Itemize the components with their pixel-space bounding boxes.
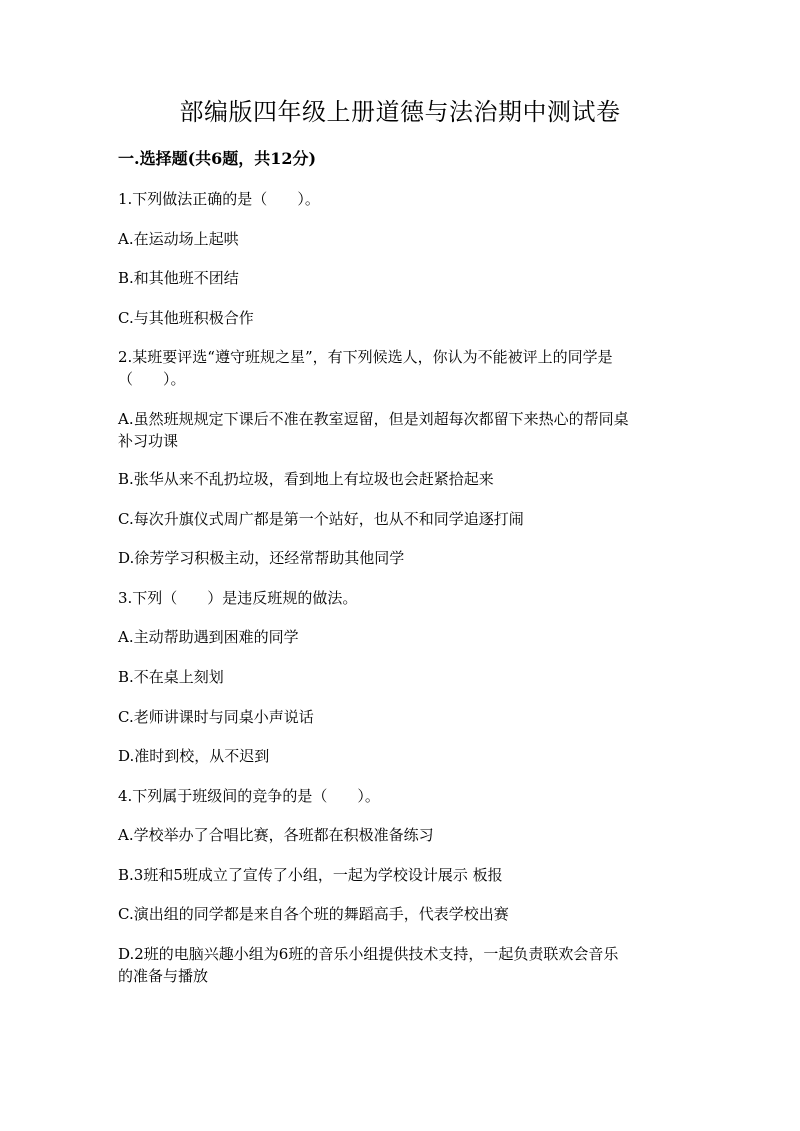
question-3-option-a: A.主动帮助遇到困难的同学 — [118, 628, 299, 646]
question-4-option-a: A.学校举办了合唱比赛，各班都在积极准备练习 — [118, 826, 434, 844]
question-4-stem: 4.下列属于班级间的竞争的是（ ）。 — [118, 787, 380, 805]
page-title: 部编版四年级上册道德与法治期中测试卷 — [179, 98, 621, 126]
question-4-option-d-line-1: D.2班的电脑兴趣小组为6班的音乐小组提供技术支持，一起负责联欢会音乐 — [118, 945, 619, 963]
question-2-option-a-line-1: A.虽然班规规定下课后不准在教室逗留，但是刘超每次都留下来热心的帮同桌 — [118, 410, 629, 428]
section-heading: 一.选择题(共6题，共12分) — [118, 149, 317, 168]
question-4-option-d-line-2: 的准备与播放 — [118, 967, 209, 985]
question-1-stem: 1.下列做法正确的是（ ）。 — [118, 190, 320, 208]
question-1-option-a: A.在运动场上起哄 — [118, 230, 239, 248]
question-3-option-b: B.不在桌上刻划 — [118, 668, 224, 686]
question-2-stem-line-1: 2.某班要评选“遵守班规之星”，有下列候选人，你认为不能被评上的同学是 — [118, 348, 613, 366]
question-3-option-d: D.准时到校，从不迟到 — [118, 747, 270, 765]
question-2-option-a-line-2: 补习功课 — [118, 432, 179, 450]
question-1-option-b: B.和其他班不团结 — [118, 269, 239, 287]
question-4-option-c: C.演出组的同学都是来自各个班的舞蹈高手，代表学校出赛 — [118, 905, 509, 923]
question-2-stem-line-2: （ ）。 — [118, 370, 186, 388]
question-1-option-c: C.与其他班积极合作 — [118, 309, 254, 327]
question-4-option-b: B.3班和5班成立了宣传了小组，一起为学校设计展示 板报 — [118, 866, 503, 884]
question-3-stem: 3.下列（ ）是违反班规的做法。 — [118, 589, 358, 607]
question-3-option-c: C.老师讲课时与同桌小声说话 — [118, 708, 314, 726]
question-2-option-b: B.张华从来不乱扔垃圾，看到地上有垃圾也会赶紧拾起来 — [118, 470, 494, 488]
question-2-option-d: D.徐芳学习积极主动，还经常帮助其他同学 — [118, 549, 405, 567]
question-2-option-c: C.每次升旗仪式周广都是第一个站好，也从不和同学追逐打闹 — [118, 510, 524, 528]
